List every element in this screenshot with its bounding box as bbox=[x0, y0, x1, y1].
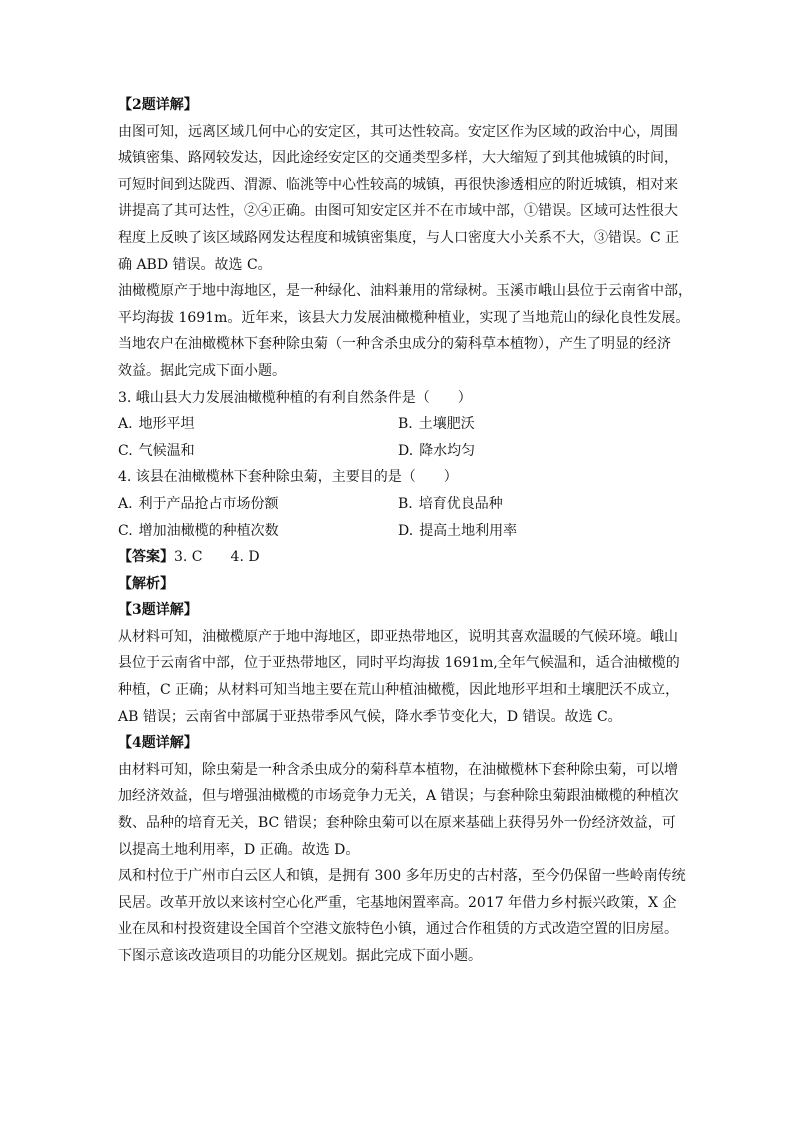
options-row bbox=[118, 438, 678, 465]
paragraph-line: AB 错误；云南省中部属于亚热带季风气候，降水季节变化大，D 错误。故选 C。 bbox=[118, 708, 622, 725]
option-text: 培育优良品种 bbox=[418, 495, 503, 512]
paragraph-line: 从材料可知，油橄榄原产于地中海地区，即亚热带地区，说明其喜欢温暖的气候环境。峨山 bbox=[118, 628, 678, 645]
paragraph-line: 下图示意该改造项目的功能分区规划。据此完成下面小题。 bbox=[118, 948, 482, 964]
option-text: 地形平坦 bbox=[138, 416, 195, 433]
paragraph-line: 凤和村位于广州市白云区人和镇，是拥有 300 多年历史的古村落，至今仍保留一些岭南传统 bbox=[118, 868, 686, 885]
paragraph-line: 效益。据此完成下面小题。 bbox=[118, 362, 286, 379]
option-item bbox=[398, 491, 678, 518]
paragraph-line: 数、品种的培育无关，BC 错误；套种除虫菊可以在原来基础上获得另外一份经济效益，可 bbox=[118, 815, 676, 832]
option-text: 土壤肥沃 bbox=[418, 416, 475, 433]
option-text: 降水均匀 bbox=[419, 442, 476, 459]
paragraph bbox=[118, 757, 678, 863]
option-text: 利于产品抢占市场份额 bbox=[138, 495, 279, 512]
paragraph-line: 以提高土地利用率，D 正确。故选 D。 bbox=[118, 841, 360, 858]
option-label: D. bbox=[398, 522, 414, 539]
answer-label: 【答案】 bbox=[118, 549, 174, 566]
paragraph-line: 平均海拔 1691m。近年来，该县大力发展油橄榄种植业，实现了当地荒山的绿化良性发展。 bbox=[118, 309, 690, 326]
section-heading: 【4题详解】 bbox=[118, 735, 198, 752]
answer-4: 4. D bbox=[230, 549, 260, 566]
options-row bbox=[118, 518, 678, 545]
option-item bbox=[398, 411, 678, 438]
answer-line bbox=[118, 544, 678, 571]
paragraph bbox=[118, 278, 692, 384]
option-item bbox=[118, 411, 398, 438]
paragraph-line: 可短时间到达陇西、渭源、临洮等中心性较高的城镇，再很快渗透相应的附近城镇，相对来 bbox=[118, 176, 678, 193]
paragraph-line: 种植，C 正确；从材料可知当地主要在荒山种植油橄榄，因此地形平坦和土壤肥沃不成立， bbox=[118, 682, 680, 699]
option-item bbox=[118, 438, 398, 465]
question-stem: 3. 峨山县大力发展油橄榄种植的有利自然条件是（ ） bbox=[118, 389, 472, 406]
paragraph-line: 讲提高了其可达性，②④正确。由图可知安定区并不在市域中部，①错误。区域可达性很大 bbox=[118, 203, 678, 220]
option-label: A. bbox=[118, 495, 133, 512]
paragraph-line: 油橄榄原产于地中海地区，是一种绿化、油料兼用的常绿树。玉溪市峨山县位于云南省中部， bbox=[118, 283, 692, 300]
answer-3: 3. C bbox=[174, 549, 203, 566]
paragraph-line: 业在凤和村投资建设全国首个空港文旅特色小镇，通过合作租赁的方式改造空置的旧房屋。 bbox=[118, 921, 678, 938]
option-text: 提高土地利用率 bbox=[419, 522, 518, 539]
option-item bbox=[118, 518, 398, 545]
paragraph-line: 程度上反映了该区域路网发达程度和城镇密集度，与人口密度大小关系不大，③错误。C 正 bbox=[118, 229, 680, 246]
paragraph-line: 由材料可知，除虫菊是一种含杀虫成分的菊科草本植物，在油橄榄林下套种除虫菊，可以增 bbox=[118, 761, 678, 778]
paragraph bbox=[118, 624, 678, 730]
paragraph-line: 城镇密集、路网较发达，因此途经安定区的交通类型多样，大大缩短了到其他城镇的时间， bbox=[118, 150, 678, 167]
option-text: 增加油橄榄的种植次数 bbox=[138, 522, 279, 539]
options-row bbox=[118, 411, 678, 438]
paragraph-line: 民居。改革开放以来该村空心化严重，宅基地闲置率高。2017 年借力乡村振兴政策，X 企 bbox=[118, 894, 677, 911]
paragraph bbox=[118, 119, 678, 279]
option-item bbox=[118, 491, 398, 518]
section-heading: 【2题详解】 bbox=[118, 97, 198, 113]
paragraph-line: 当地农户在油橄榄林下套种除虫菊（一种含杀虫成分的菊科草本植物），产生了明显的经济 bbox=[118, 336, 671, 353]
option-item bbox=[398, 518, 678, 545]
option-item bbox=[398, 438, 678, 465]
paragraph-line: 县位于云南省中部，位于亚热带地区，同时平均海拔 1691m,全年气候温和，适合油橄榄的 bbox=[118, 655, 680, 672]
paragraph-line: 由图可知，远离区域几何中心的安定区，其可达性较高。安定区作为区域的政治中心，周围 bbox=[118, 123, 678, 140]
option-label: B. bbox=[398, 495, 413, 512]
option-label: C. bbox=[118, 522, 133, 539]
options-row bbox=[118, 491, 678, 518]
option-label: B. bbox=[398, 416, 413, 433]
paragraph bbox=[118, 863, 686, 969]
section-heading: 【解析】 bbox=[118, 575, 174, 592]
option-label: D. bbox=[398, 442, 414, 459]
option-label: C. bbox=[118, 442, 133, 459]
option-text: 气候温和 bbox=[138, 442, 195, 459]
document-page bbox=[118, 92, 692, 970]
paragraph-line: 确 ABD 错误。故选 C。 bbox=[118, 256, 272, 273]
section-heading: 【3题详解】 bbox=[118, 602, 198, 619]
question-stem: 4. 该县在油橄榄林下套种除虫菊，主要目的是（ ） bbox=[118, 469, 458, 486]
paragraph-line: 加经济效益，但与增强油橄榄的市场竞争力无关，A 错误；与套种除虫菊跟油橄榄的种植次 bbox=[118, 788, 679, 805]
option-label: A. bbox=[118, 416, 133, 433]
